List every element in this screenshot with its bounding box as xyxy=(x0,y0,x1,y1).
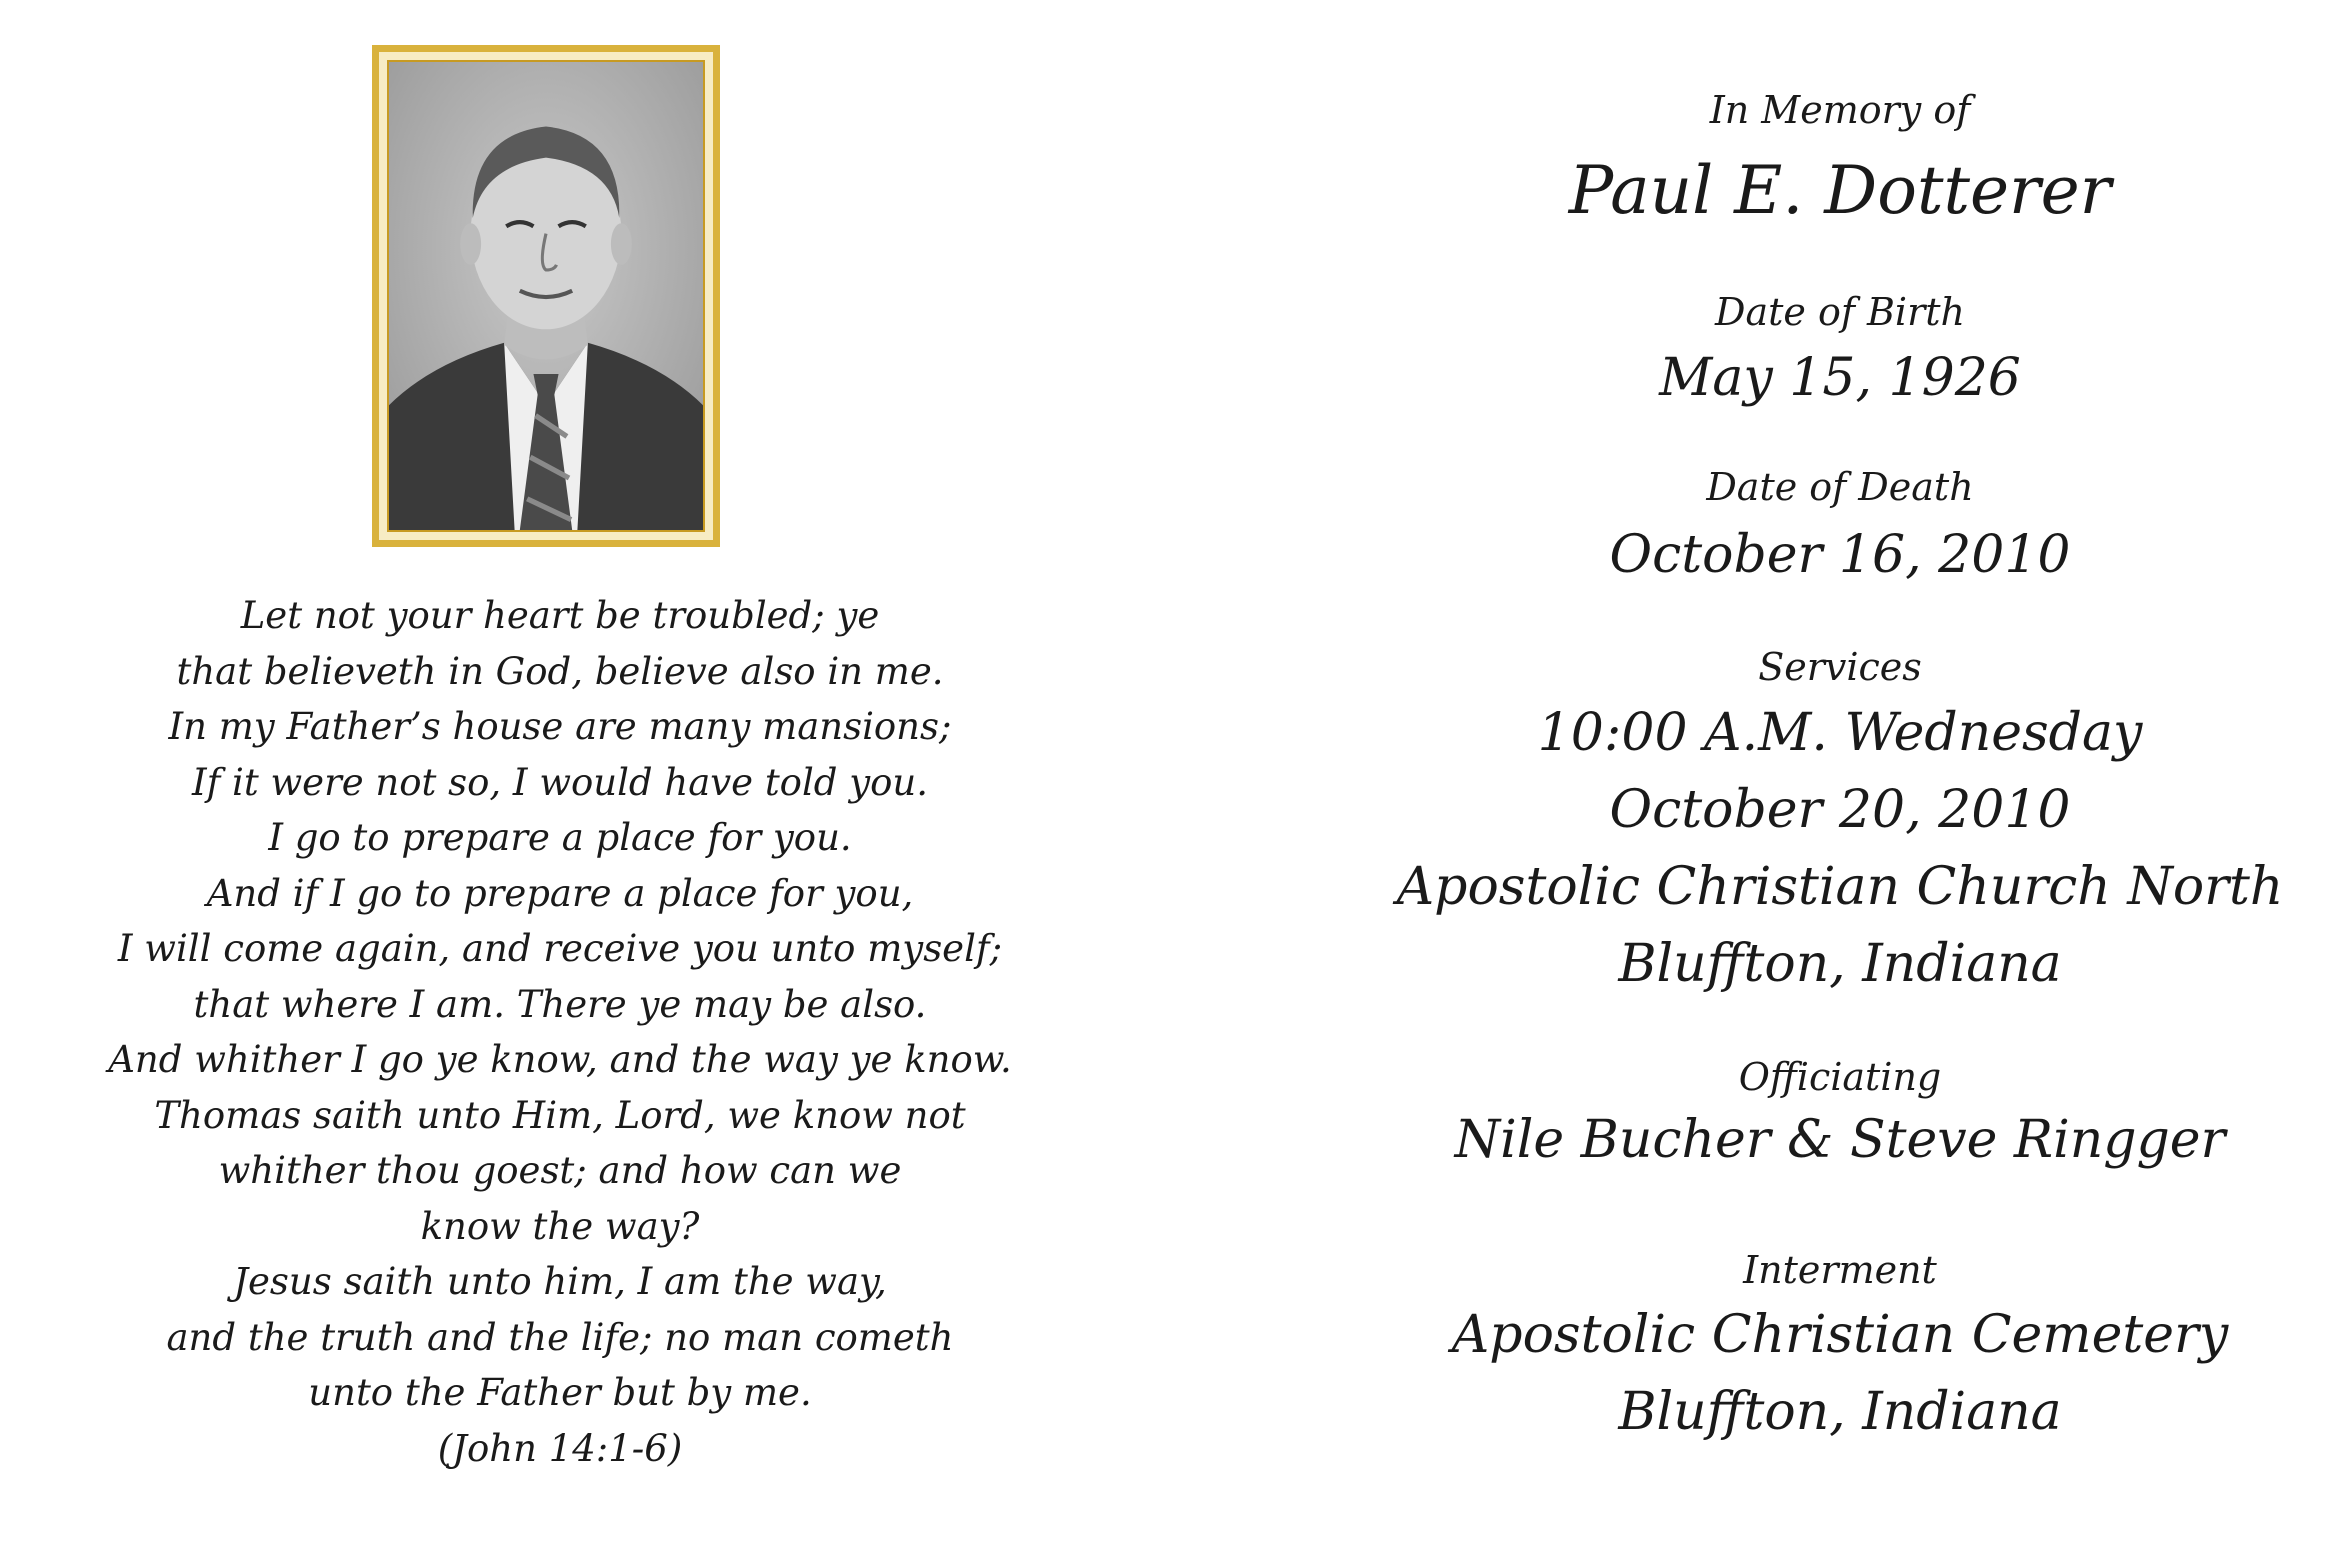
portrait-photo xyxy=(387,60,705,532)
left-panel xyxy=(60,0,1060,1553)
verse-line: that believeth in God, believe also in me. xyxy=(176,649,944,693)
verse-line: And whither I go ye know, and the way ye know. xyxy=(108,1038,1012,1081)
birth-date: May 15, 1926 xyxy=(1659,348,2021,408)
verse-line: and the truth and the life; no man cometh xyxy=(166,1315,954,1359)
scripture-verse xyxy=(60,588,1060,1476)
verse-citation: (John 14:1-6) xyxy=(437,1426,683,1470)
services-date: October 20, 2010 xyxy=(1609,780,2071,840)
verse-line: I will come again, and receive you unto myself; xyxy=(117,927,1003,970)
verse-line: Let not your heart be troubled; ye xyxy=(240,594,880,637)
services-time: 10:00 A.M. Wednesday xyxy=(1537,703,2143,763)
services-label: Services xyxy=(1758,645,1922,689)
verse-line: Jesus saith unto him, I am the way, xyxy=(233,1260,887,1303)
verse-line: know the way? xyxy=(420,1204,700,1248)
birth-label: Date of Birth xyxy=(1715,290,1965,334)
verse-line: unto the Father but by me. xyxy=(308,1371,812,1414)
verse-line: whither thou goest; and how can we xyxy=(218,1149,902,1192)
officiants: Nile Bucher & Steve Ringger xyxy=(1454,1110,2226,1170)
verse-line: Thomas saith unto Him, Lord, we know not xyxy=(154,1093,966,1137)
interment-label: Interment xyxy=(1743,1248,1937,1292)
verse-line: In my Father’s house are many mansions; xyxy=(168,705,952,748)
verse-line: that where I am. There ye may be also. xyxy=(193,982,927,1026)
memory-heading: In Memory of xyxy=(1709,88,1971,132)
death-label: Date of Death xyxy=(1706,465,1974,509)
services-city: Bluffton, Indiana xyxy=(1618,934,2062,994)
death-date: October 16, 2010 xyxy=(1609,525,2071,585)
services-place: Apostolic Christian Church North xyxy=(1396,857,2284,917)
interment-place: Apostolic Christian Cemetery xyxy=(1451,1305,2229,1365)
interment-city: Bluffton, Indiana xyxy=(1618,1382,2062,1442)
verse-line: I go to prepare a place for you. xyxy=(268,816,852,859)
right-panel xyxy=(1350,0,2330,1553)
portrait-image xyxy=(389,62,703,530)
deceased-name: Paul E. Dotterer xyxy=(1568,152,2112,229)
verse-line: If it were not so, I would have told you. xyxy=(191,760,929,804)
officiating-label: Officiating xyxy=(1738,1055,1942,1099)
photo-frame xyxy=(372,45,720,547)
verse-line: And if I go to prepare a place for you, xyxy=(206,871,914,915)
